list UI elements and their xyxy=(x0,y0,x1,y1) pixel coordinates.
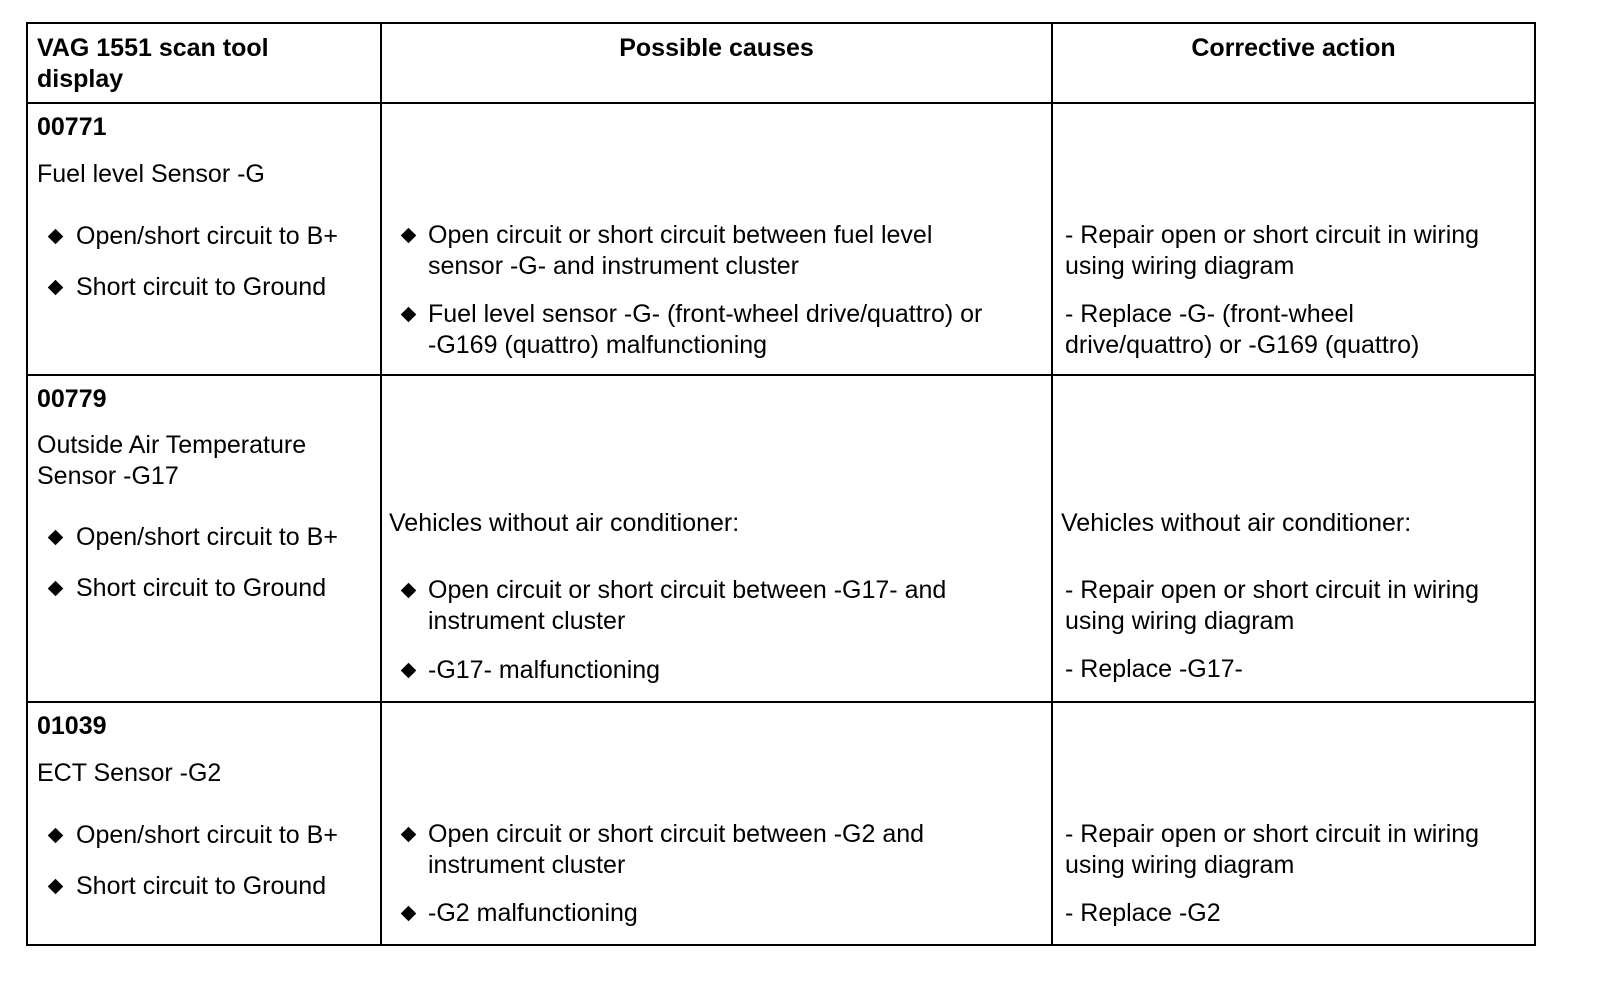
column-divider xyxy=(380,24,382,944)
bullet-diamond-icon xyxy=(401,583,417,599)
component-name: Outside Air Temperature xyxy=(37,431,307,459)
cause-item: Open circuit or short circuit between -G17- and xyxy=(428,576,947,604)
action-intro: Vehicles without air conditioner: xyxy=(1061,509,1412,537)
display-item: Short circuit to Ground xyxy=(76,574,327,602)
action-item: - Replace -G17- xyxy=(1065,655,1243,683)
bullet-diamond-icon xyxy=(48,280,64,296)
column-divider xyxy=(1051,24,1053,944)
component-name-cont: Sensor -G17 xyxy=(37,462,179,490)
row-divider xyxy=(28,701,1534,703)
header-scan-tool-display-cont: display xyxy=(37,65,124,93)
cause-item-cont: instrument cluster xyxy=(428,607,626,635)
action-item: - Repair open or short circuit in wiring xyxy=(1065,221,1480,249)
header-possible-causes: Possible causes xyxy=(619,34,814,62)
cause-item: Open circuit or short circuit between -G2 and xyxy=(428,820,925,848)
header-corrective-action: Corrective action xyxy=(1191,34,1396,62)
row-divider xyxy=(28,102,1534,104)
cause-intro: Vehicles without air conditioner: xyxy=(389,509,740,537)
header-scan-tool-display: VAG 1551 scan tool xyxy=(37,34,269,62)
action-item-cont: using wiring diagram xyxy=(1065,851,1295,879)
row-divider xyxy=(28,374,1534,376)
bullet-diamond-icon xyxy=(401,663,417,679)
action-item: - Replace -G2 xyxy=(1065,899,1221,927)
bullet-diamond-icon xyxy=(401,307,417,323)
bullet-diamond-icon xyxy=(48,229,64,245)
component-name: ECT Sensor -G2 xyxy=(37,759,222,787)
bullet-diamond-icon xyxy=(48,828,64,844)
bullet-diamond-icon xyxy=(48,530,64,546)
action-item: - Repair open or short circuit in wiring xyxy=(1065,576,1480,604)
bullet-diamond-icon xyxy=(48,581,64,597)
bullet-diamond-icon xyxy=(401,906,417,922)
action-item: - Replace -G- (front-wheel xyxy=(1065,300,1354,328)
bullet-diamond-icon xyxy=(48,879,64,895)
component-name: Fuel level Sensor -G xyxy=(37,160,265,188)
display-item: Short circuit to Ground xyxy=(76,273,327,301)
action-item-cont: drive/quattro) or -G169 (quattro) xyxy=(1065,331,1420,359)
display-item: Open/short circuit to B+ xyxy=(76,222,338,250)
fault-code: 01039 xyxy=(37,712,107,740)
cause-item: -G17- malfunctioning xyxy=(428,656,661,684)
fault-code-table xyxy=(26,22,1536,946)
cause-item-cont: -G169 (quattro) malfunctioning xyxy=(428,331,768,359)
cause-item-cont: instrument cluster xyxy=(428,851,626,879)
bullet-diamond-icon xyxy=(401,228,417,244)
action-item-cont: using wiring diagram xyxy=(1065,252,1295,280)
cause-item: Open circuit or short circuit between fuel level xyxy=(428,221,933,249)
action-item: - Repair open or short circuit in wiring xyxy=(1065,820,1480,848)
cause-item: -G2 malfunctioning xyxy=(428,899,638,927)
display-item: Open/short circuit to B+ xyxy=(76,523,338,551)
fault-code: 00771 xyxy=(37,113,107,141)
display-item: Short circuit to Ground xyxy=(76,872,327,900)
display-item: Open/short circuit to B+ xyxy=(76,821,338,849)
cause-item-cont: sensor -G- and instrument cluster xyxy=(428,252,799,280)
fault-code: 00779 xyxy=(37,385,107,413)
cause-item: Fuel level sensor -G- (front-wheel drive/quattro) or xyxy=(428,300,983,328)
action-item-cont: using wiring diagram xyxy=(1065,607,1295,635)
bullet-diamond-icon xyxy=(401,827,417,843)
